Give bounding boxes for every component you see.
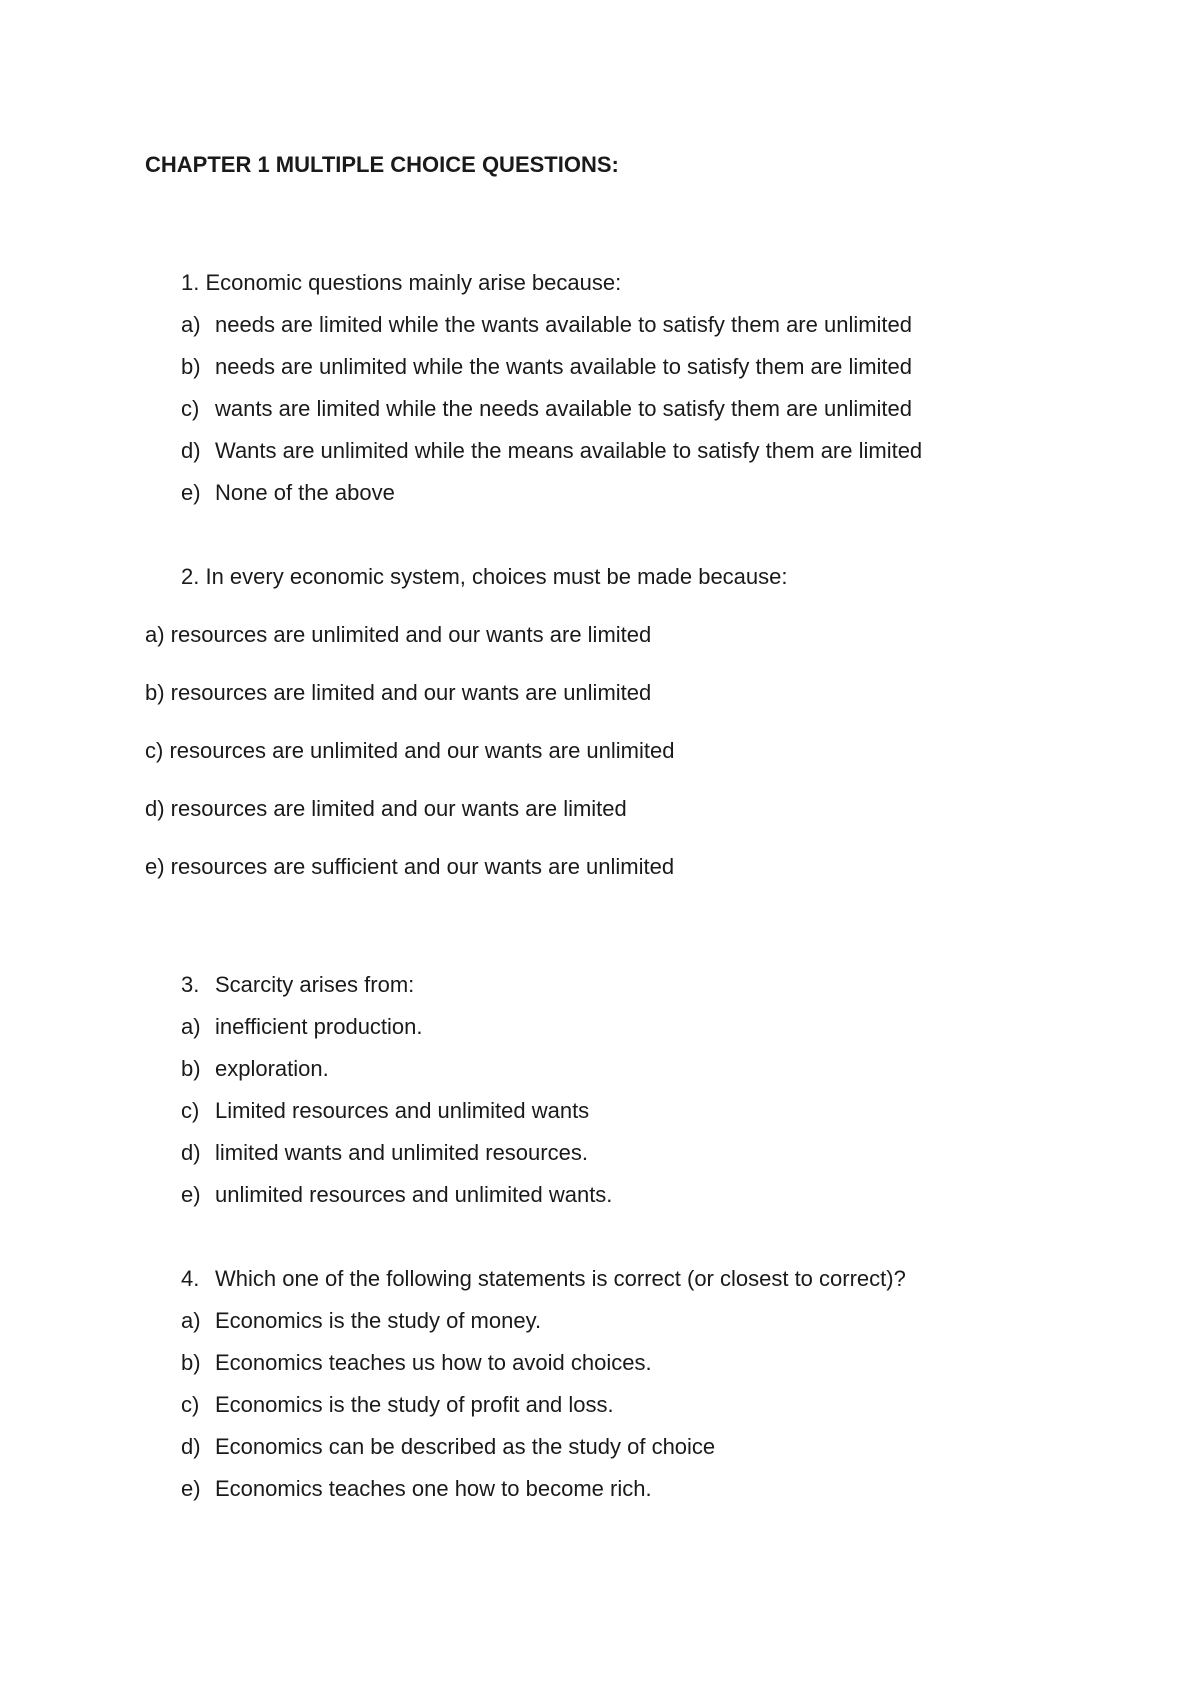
question-4-option-a <box>181 1308 541 1334</box>
option-text: None of the above <box>215 480 395 505</box>
option-label: b) <box>181 354 201 379</box>
question-2-option-b: b) resources are limited and our wants are unlimited <box>145 680 652 705</box>
question-2-option-c: c) resources are unlimited and our wants are unlimited <box>145 738 675 763</box>
option-label: d) <box>181 1434 201 1459</box>
option-text: Wants are unlimited while the means available to satisfy them are limited <box>215 438 923 463</box>
question-1-option-d <box>181 438 922 464</box>
question-1-option-b <box>181 354 912 380</box>
option-text: unlimited resources and unlimited wants. <box>215 1182 613 1207</box>
option-label: a) <box>181 1014 201 1039</box>
question-4-option-e <box>181 1476 652 1502</box>
option-label: d) <box>181 1140 201 1165</box>
option-label: b) <box>181 1056 201 1081</box>
option-label: e) <box>181 1182 201 1207</box>
question-2-option-a: a) resources are unlimited and our wants are limited <box>145 622 652 647</box>
question-1-option-e <box>181 480 395 506</box>
question-text: Scarcity arises from: <box>215 972 415 997</box>
option-text: needs are unlimited while the wants available to satisfy them are limited <box>215 354 913 379</box>
option-label: a) <box>181 1308 201 1333</box>
option-label: c) <box>181 396 200 421</box>
option-text: Limited resources and unlimited wants <box>215 1098 590 1123</box>
page-title: CHAPTER 1 MULTIPLE CHOICE QUESTIONS: <box>145 152 619 177</box>
question-1: 1. Economic questions mainly arise because: <box>181 270 622 295</box>
option-text: Economics teaches us how to avoid choices. <box>215 1350 652 1375</box>
option-label: c) <box>181 1098 200 1123</box>
option-text: Economics can be described as the study of choice <box>215 1434 716 1459</box>
option-label: b) <box>181 1350 201 1375</box>
question-3-option-a <box>181 1014 423 1040</box>
option-text: Economics teaches one how to become rich. <box>215 1476 652 1501</box>
option-text: inefficient production. <box>215 1014 423 1039</box>
option-label: d) <box>181 438 201 463</box>
option-text: wants are limited while the needs available to satisfy them are unlimited <box>215 396 913 421</box>
question-3-option-b <box>181 1056 329 1082</box>
question-3 <box>181 972 414 998</box>
question-4-option-c <box>181 1392 614 1418</box>
option-label: a) <box>181 312 201 337</box>
option-text: limited wants and unlimited resources. <box>215 1140 588 1165</box>
question-1-option-c <box>181 396 912 422</box>
question-number: 3. <box>181 972 200 997</box>
question-2-option-d: d) resources are limited and our wants are limited <box>145 796 627 821</box>
option-text: needs are limited while the wants available to satisfy them are unlimited <box>215 312 913 337</box>
question-3-option-e <box>181 1182 612 1208</box>
question-number: 4. <box>181 1266 200 1291</box>
question-2-option-e: e) resources are sufficient and our wants are unlimited <box>145 854 675 879</box>
question-4-option-d <box>181 1434 715 1460</box>
question-4 <box>181 1266 906 1292</box>
question-text: Which one of the following statements is correct (or closest to correct)? <box>215 1266 906 1291</box>
option-text: Economics is the study of profit and loss. <box>215 1392 614 1417</box>
question-3-option-d <box>181 1140 588 1166</box>
question-3-option-c <box>181 1098 589 1124</box>
question-2: 2. In every economic system, choices must be made because: <box>181 564 788 589</box>
option-text: exploration. <box>215 1056 329 1081</box>
question-1-option-a <box>181 312 912 338</box>
question-4-option-b <box>181 1350 652 1376</box>
option-label: c) <box>181 1392 200 1417</box>
option-text: Economics is the study of money. <box>215 1308 542 1333</box>
option-label: e) <box>181 1476 201 1501</box>
option-label: e) <box>181 480 201 505</box>
